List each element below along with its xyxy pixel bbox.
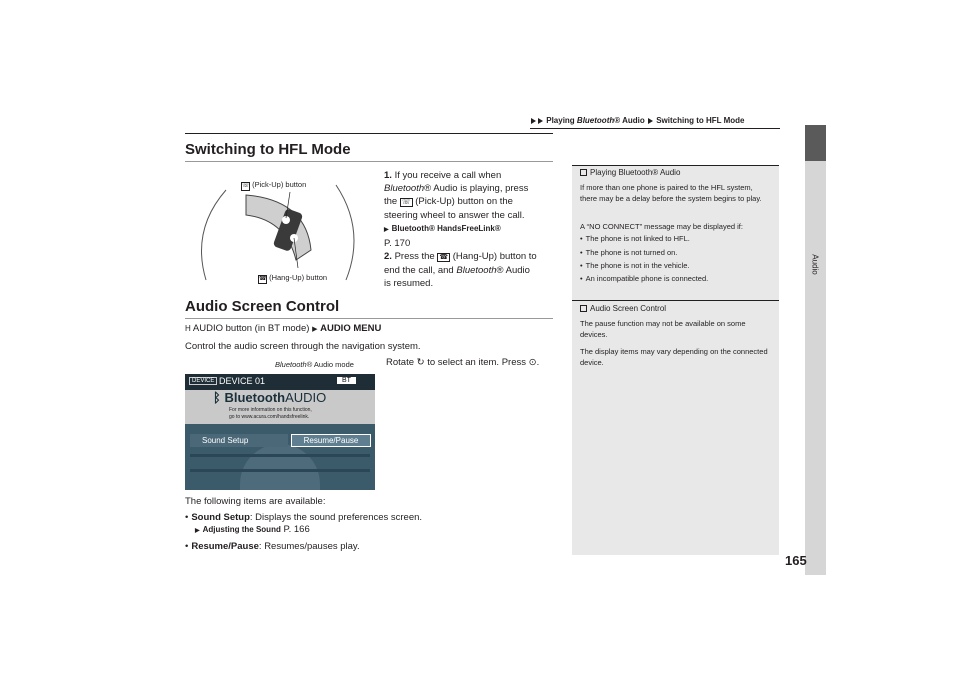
hangup-icon: ☎ [439,254,449,261]
section-title-audio-screen: Audio Screen Control [185,298,340,315]
note-bullet-3: • The phone is not in the vehicle. [580,260,770,271]
home-icon: H [185,324,191,333]
arrow-icon [538,118,543,124]
breadcrumb [530,116,780,125]
sound-setup-button[interactable]: Sound Setup [190,434,288,447]
ref-adjusting-sound[interactable]: ▶ Adjusting the Sound P. 166 [195,523,563,538]
bluetooth-icon: ᛒ [213,390,221,405]
section-rule [185,161,553,162]
section-rule [185,318,553,319]
items-intro: The following items are available: [185,496,326,507]
bt-audio-screen [185,374,375,490]
note-bullet-4: • An incompatible phone is connected. [580,273,770,284]
bluetooth-logo: ᛒ BluetoothAUDIO [213,390,327,405]
screen-caption: Bluetooth® Audio mode [275,360,354,369]
enter-icon: ⊙ [528,357,537,368]
breadcrumb-part1: Playing Bluetooth® Audio [546,116,645,125]
hangup-icon: ☎ [259,276,267,282]
note2-p1: The pause function may not be available on some devices. [580,319,746,339]
pickup-caption: ☏ (Pick-Up) button [242,180,307,189]
step-2: 2. Press the ☎ (Hang-Up) button to end the call, and Bluetooth® Audio is resumed. [384,251,537,289]
sidebar-rule [572,300,779,301]
note2-p2: The display items may vary depending on the connected device. [580,347,768,367]
item-resume-pause: • Resume/Pause: Resumes/pauses play. [185,540,553,553]
side-tab-marker [805,125,826,161]
side-tab-label: Audio [810,254,820,275]
item-sound-setup: • Sound Setup: Displays the sound preferences screen. [185,511,553,524]
pickup-icon: ☏ [242,183,250,189]
note-p1: If more than one phone is paired to the HFL system, there may be a delay before the system begins to play. [580,183,762,203]
screen-info-1: For more information on this function, [229,407,312,413]
pickup-icon: ☏ [401,199,411,206]
note-p2: A “NO CONNECT” message may be displayed if: [580,222,743,231]
audio-intro: Control the audio screen through the navigation system. [185,341,421,352]
page-number: 165 [785,553,807,568]
side-tab [805,125,826,575]
step-1: 1. If you receive a call when Bluetooth® Audio is playing, press the ☏ (Pick-Up) button on the steering wheel to answer the call. ▶ Bluetooth® HandsFreeLink® P. 170 [384,169,554,250]
menu-path: H AUDIO button (in BT mode) ▶ AUDIO MENU [185,323,382,334]
note-title-audio-screen: Audio Screen Control [580,304,666,313]
resume-pause-button[interactable]: Resume/Pause [291,434,371,447]
note-icon [580,169,587,176]
note-icon [580,305,587,312]
bt-tag: BT [337,377,356,384]
arrow-icon: ▶ [312,326,318,333]
interface-dial-icon: ↻ [416,357,425,368]
section-rule-top [185,133,553,134]
arrow-icon [648,118,653,124]
note-bullet-1: • The phone is not linked to HFL. [580,233,770,244]
rotate-instruction: Rotate ↻ to select an item. Press ⊙. [386,357,540,368]
sidebar-rule [572,165,779,166]
note-title-bt-audio: Playing Bluetooth® Audio [580,168,680,177]
breadcrumb-part2: Switching to HFL Mode [656,116,745,125]
header-rule [530,128,780,129]
note-bullet-2: • The phone is not turned on. [580,247,770,258]
screen-info-2: go to www.acura.com/handsfreelink. [229,414,310,420]
section-title-hfl: Switching to HFL Mode [185,141,351,158]
hangup-caption: ☎ (Hang-Up) button [259,273,328,282]
device-tag: DEVICE [189,377,217,385]
arrow-icon [531,118,536,124]
ref-handsfreelink[interactable]: ▶ Bluetooth® HandsFreeLink® [384,224,501,233]
device-name: DEVICE 01 [219,376,266,386]
